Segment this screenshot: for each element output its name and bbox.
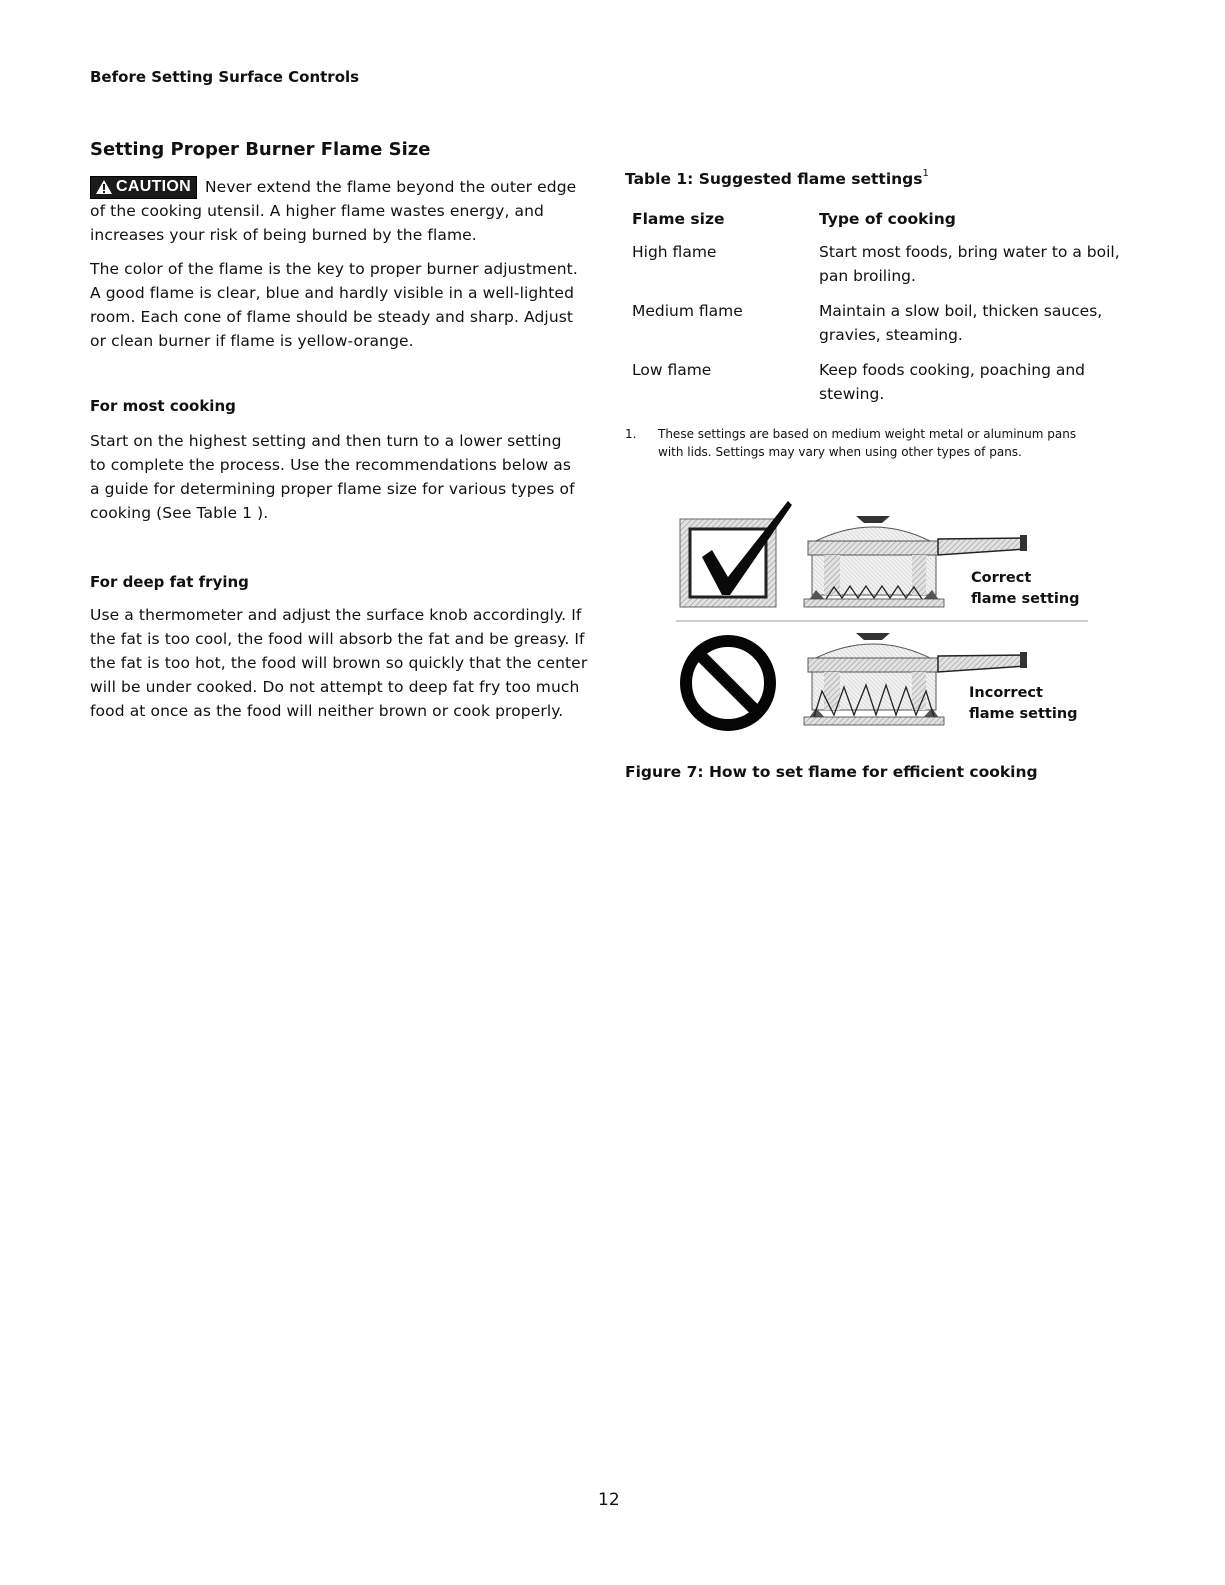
incorrect-label-line1: Incorrect xyxy=(969,685,1043,701)
table-cell: Low flame xyxy=(632,361,712,379)
flame-figure xyxy=(676,495,1096,735)
correct-label-line1: Correct xyxy=(971,570,1032,586)
table-cell: Keep foods cooking, poaching and stewing. xyxy=(819,361,1086,403)
page-title: Setting Proper Burner Flame Size xyxy=(90,139,431,160)
incorrect-label-line2: flame setting xyxy=(969,706,1078,722)
table-cell: Medium flame xyxy=(632,302,743,320)
correct-label-line2: flame setting xyxy=(971,591,1080,607)
deep-fat-paragraph: Use a thermometer and adjust the surface knob accordingly. If the fat is too cool, the food will absorb the fat and be greasy. If the fat is too hot, the food will brown so quickly that the center will be under cooked. Do not attempt to deep fat fry too much food at once as the food will neither brown or cook properly. xyxy=(90,606,588,720)
caution-badge xyxy=(90,176,197,199)
warning-triangle-icon xyxy=(95,179,113,195)
flame-settings-table xyxy=(632,210,1122,417)
deep-fat-heading: For deep fat frying xyxy=(90,573,249,591)
table-cell: Start most foods, bring water to a boil, pan broiling. xyxy=(819,243,1120,285)
table-cell: High flame xyxy=(632,243,717,261)
footnote-number: 1. xyxy=(625,427,637,441)
table-header-flame-size: Flame size xyxy=(632,210,725,228)
figure-caption: Figure 7: How to set flame for efficient cooking xyxy=(625,763,1038,781)
table-title-text: Table 1: Suggested flame settings xyxy=(625,170,923,189)
table-row xyxy=(632,299,1122,358)
caution-paragraph xyxy=(90,175,590,247)
incorrect-flame-label xyxy=(969,683,1078,725)
caution-text: Never extend the flame beyond the outer edge of the cooking utensil. A higher flame wastes energy, and increases your risk of being burned by the flame. xyxy=(90,178,577,244)
most-cooking-heading: For most cooking xyxy=(90,397,236,415)
table-row xyxy=(632,240,1122,299)
caution-label: CAUTION xyxy=(116,178,191,195)
table-cell: Maintain a slow boil, thicken sauces, gravies, steaming. xyxy=(819,302,1103,344)
footnote-text: These settings are based on medium weight metal or aluminum pans with lids. Settings may vary when using other types of pans. xyxy=(658,427,1077,459)
page-number: 12 xyxy=(598,1490,620,1510)
most-cooking-paragraph: Start on the highest setting and then turn to a lower setting to complete the process. Use the recommendations below as a guide for determining proper flame size for various types of cooking (See Table 1 ). xyxy=(90,432,575,522)
table-header-row xyxy=(632,210,1122,240)
table-footnote xyxy=(625,425,1095,461)
prohibition-icon xyxy=(686,641,770,725)
section-header: Before Setting Surface Controls xyxy=(90,68,360,86)
table-title xyxy=(625,170,929,188)
table-header-type-of-cooking: Type of cooking xyxy=(819,210,956,228)
table-title-footnote-ref: 1 xyxy=(922,168,929,179)
checkmark-icon xyxy=(680,501,792,607)
table-row xyxy=(632,358,1122,417)
correct-flame-label xyxy=(971,568,1080,610)
flame-color-paragraph: The color of the flame is the key to proper burner adjustment. A good flame is clear, blue and hardly visible in a well-lighted room. Each cone of flame should be steady and sharp. Adjust or clean burner if flame is yellow-orange. xyxy=(90,260,578,350)
